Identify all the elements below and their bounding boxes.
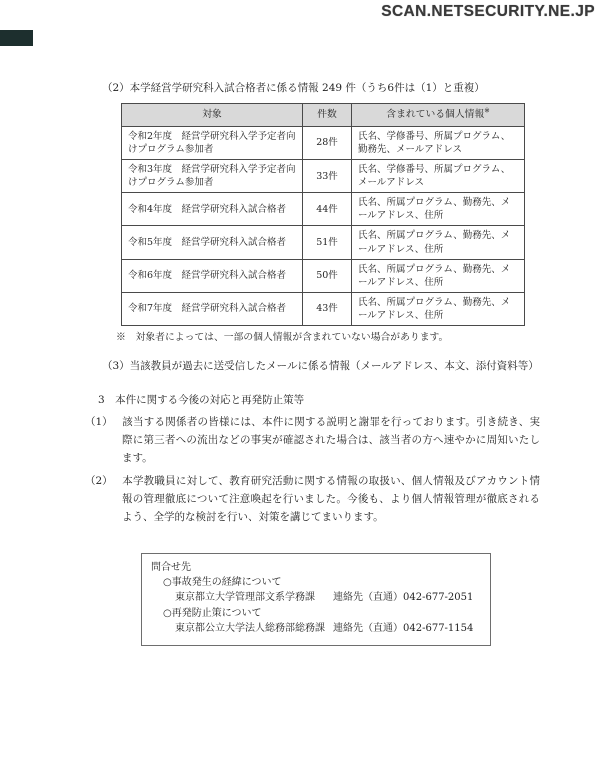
cell-count: 51件 <box>303 226 352 259</box>
cell-info: 氏名、学修番号、所属プログラム、勤務先、メールアドレス <box>352 126 525 159</box>
section2-item3-heading: （3）当該教員が過去に送受信したメールに係る情報（メールアドレス、本文、添付資料等） <box>102 360 539 373</box>
contact-phone: 連絡先（直通）042-677-1154 <box>333 622 474 634</box>
contact-topic-incident: ○事故発生の経緯について <box>163 577 282 589</box>
col-header-info <box>352 104 525 127</box>
cell-target: 令和4年度 経営学研究科入試合格者 <box>122 193 303 226</box>
table-row <box>122 160 525 193</box>
cell-target: 令和3年度 経営学研究科入学予定者向けプログラム参加者 <box>122 160 303 193</box>
cell-count: 44件 <box>303 193 352 226</box>
cell-info: 氏名、学修番号、所属プログラム、メールアドレス <box>352 160 525 193</box>
cell-info: 氏名、所属プログラム、勤務先、メールアドレス、住所 <box>352 193 525 226</box>
cell-count: 33件 <box>303 160 352 193</box>
col-header-info-label: 含まれている個人情報 <box>386 109 485 121</box>
cell-count: 28件 <box>303 126 352 159</box>
table-footnote: ※ 対象者によっては、一部の個人情報が含まれていない場合があります。 <box>116 332 449 344</box>
cell-target: 令和7年度 経営学研究科入試合格者 <box>122 292 303 325</box>
section3-item1-paragraph <box>85 413 540 467</box>
cell-target: 令和6年度 経営学研究科入試合格者 <box>122 259 303 292</box>
contact-org-line <box>175 621 481 636</box>
cell-count: 50件 <box>303 259 352 292</box>
affected-info-table <box>121 103 525 326</box>
section2-item2-heading: （2）本学経営学研究科入試合格者に係る情報 249 件（うち6件は（1）と重複） <box>102 82 485 94</box>
table-header-row <box>122 104 525 127</box>
section3-title: 3 本件に関する今後の対応と再発防止策等 <box>98 393 305 406</box>
table-row <box>122 259 525 292</box>
header-footnote-mark: ※ <box>484 107 490 115</box>
contact-phone: 連絡先（直通）042-677-2051 <box>333 592 474 604</box>
cell-target: 令和5年度 経営学研究科入試合格者 <box>122 226 303 259</box>
table-body <box>122 126 525 325</box>
item1-label: （1） <box>85 415 113 428</box>
cell-info: 氏名、所属プログラム、勤務先、メールアドレス、住所 <box>352 292 525 325</box>
col-header-count: 件数 <box>303 104 352 127</box>
table-row <box>122 193 525 226</box>
cell-info: 氏名、所属プログラム、勤務先、メールアドレス、住所 <box>352 226 525 259</box>
contact-topic-prevention: ○再発防止策について <box>163 607 262 619</box>
top-left-dark-bar <box>0 30 33 46</box>
table-row <box>122 292 525 325</box>
contact-org-line <box>175 590 481 605</box>
cell-target: 令和2年度 経営学研究科入学予定者向けプログラム参加者 <box>122 126 303 159</box>
contact-box <box>141 553 491 646</box>
section3-item2-paragraph <box>85 472 540 526</box>
item2-label: （2） <box>85 474 113 487</box>
scan-netsecurity-watermark: SCAN.NETSECURITY.NE.JP <box>381 3 595 20</box>
col-header-target: 対象 <box>122 104 303 127</box>
table-row <box>122 226 525 259</box>
contact-box-title: 問合せ先 <box>151 562 191 574</box>
document-page <box>85 80 540 646</box>
cell-info: 氏名、所属プログラム、勤務先、メールアドレス、住所 <box>352 259 525 292</box>
item1-text: 該当する関係者の皆様には、本件に関する説明と謝罪を行っております。引き続き、実際に第三者への流出などの事実が確認された場合は、該当者の方へ速やかに周知いたします。 <box>122 415 540 464</box>
contact-org-name: 東京都立大学管理部文系学務課 <box>175 592 315 604</box>
item2-text: 本学教職員に対して、教育研究活動に関する情報の取扱い、個人情報及びアカウント情報の管理徹底について注意喚起を行いました。今後も、より個人情報管理が徹底されるよう、全学的な検討を行い、対策を講じてまいります。 <box>122 474 540 524</box>
cell-count: 43件 <box>303 292 352 325</box>
table-row <box>122 126 525 159</box>
contact-org-name: 東京都公立大学法人総務部総務課 <box>175 622 325 634</box>
